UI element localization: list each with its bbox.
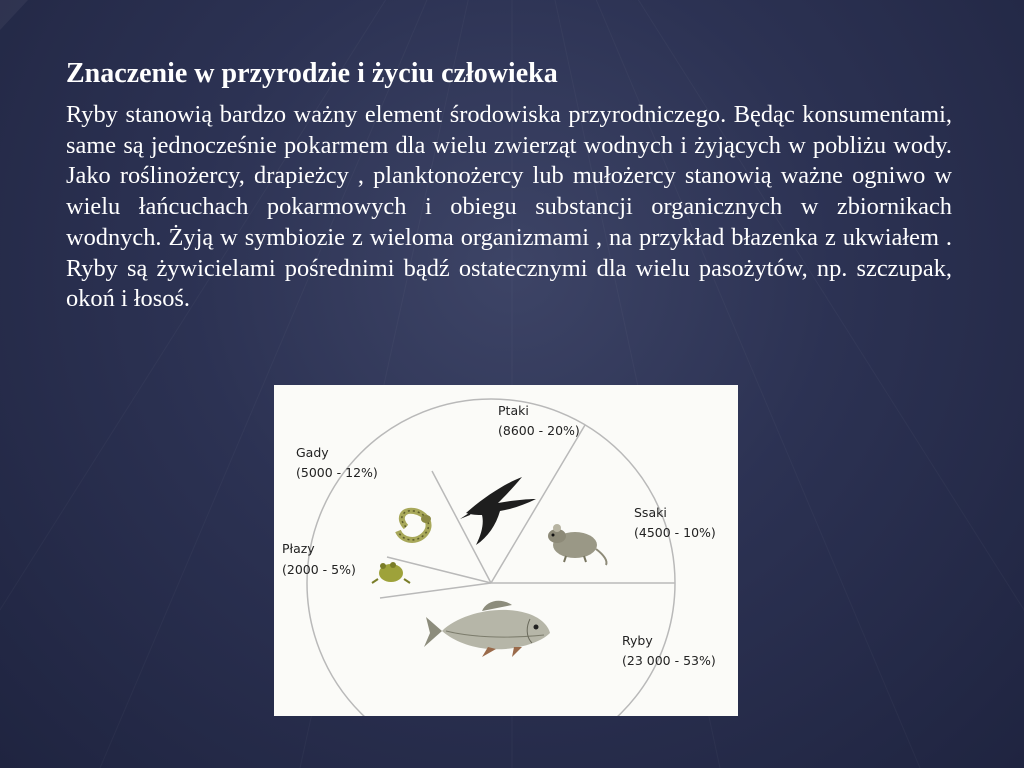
label-ptaki-name: Ptaki xyxy=(498,403,529,418)
label-plazy-name: Płazy xyxy=(282,541,315,556)
slide-paragraph: Ryby stanowią bardzo ważny element środowiska przyrodniczego. Będąc konsumentami, same są jednocześnie pokarmem dla wielu zwierząt wodnych i żyjących w pobliżu wody. Jako roślinożercy, drapieżcy , planktonożercy lub mułożercy stanowią ważne ogniwo w wielu łańcuchach pokarmowych i obiegu substancji organicznych w zbiornikach wodnych. Żyją w symbiozie z wieloma organizmami , na przykład błazenka z ukwiałem . Ryby są żywicielami pośrednimi bądź ostatecznymi dla wielu pasożytów, np. szczupak, okoń i łosoś. xyxy=(66,101,952,313)
label-ssaki-detail: (4500 - 10%) xyxy=(634,525,716,540)
pie-outline xyxy=(307,399,675,716)
slide-title: Znaczenie w przyrodzie i życiu człowieka xyxy=(66,58,558,89)
snake-icon xyxy=(398,511,431,540)
species-pie-figure xyxy=(274,385,738,716)
label-gady-name: Gady xyxy=(296,445,329,460)
label-ptaki-detail: (8600 - 20%) xyxy=(498,423,580,438)
label-ssaki-name: Ssaki xyxy=(634,505,667,520)
fish-icon xyxy=(424,601,550,657)
label-plazy-detail: (2000 - 5%) xyxy=(282,562,356,577)
label-ryby-name: Ryby xyxy=(622,633,653,648)
bird-icon xyxy=(460,477,536,545)
frog-icon xyxy=(372,562,410,583)
rodent-icon xyxy=(548,524,607,565)
pie-dividers xyxy=(380,425,675,598)
label-gady-detail: (5000 - 12%) xyxy=(296,465,378,480)
pie-diagram xyxy=(274,385,738,716)
label-ryby-detail: (23 000 - 53%) xyxy=(622,653,716,668)
